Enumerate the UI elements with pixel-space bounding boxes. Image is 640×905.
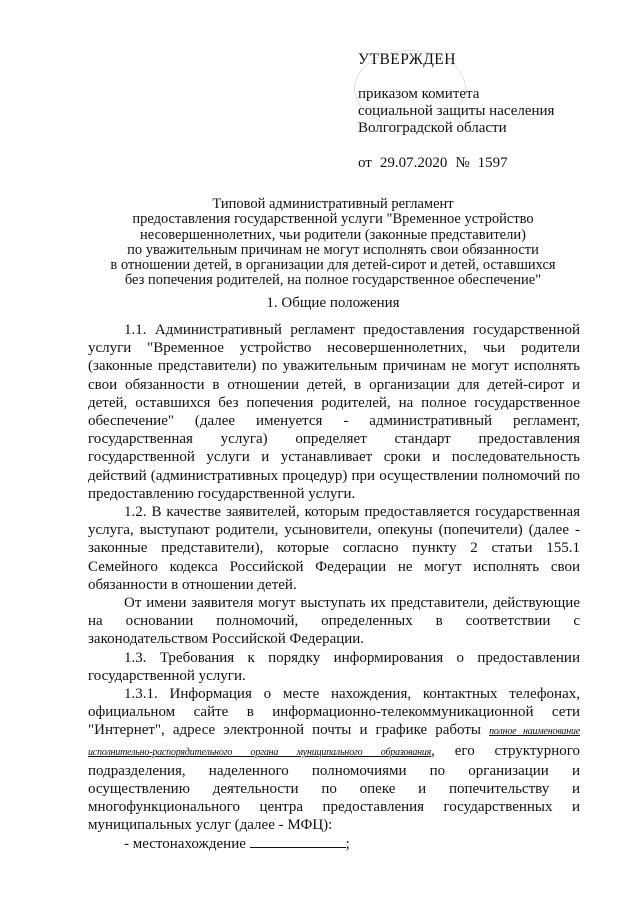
location-end: ;	[345, 835, 350, 852]
paragraph-representatives: От имени заявителя могут выступать их представители, действующие на основании полномочий, определенных в соответствии с законодательством Российской Федерации.	[88, 595, 580, 648]
paragraph-1-3-1-start: 1.3.1. Информация о месте нахождения, контактных телефонах, официальном сайте в информационно-телекоммуникационной сети "Интернет", адресе электронной почты и графике работы	[88, 686, 580, 739]
title-line-2: предоставления государственной услуги "Временное устройство	[132, 211, 534, 228]
title-line-6: без попечения родителей, на полное государственное обеспечение"	[124, 272, 542, 289]
approval-line-2: социальной защиты населения	[358, 103, 555, 119]
approval-line-1: приказом комитета	[358, 86, 480, 102]
approval-block	[358, 51, 618, 172]
approval-order	[358, 155, 618, 172]
title-line-5: в отношении детей, в организации для детей-сирот и детей, оставшихся	[110, 257, 556, 274]
title-line-3: несовершеннолетних, чьи родители (законные представители)	[140, 226, 526, 243]
order-number: 1597	[477, 155, 508, 171]
title-line-4: по уважительным причинам не могут исполнять свои обязанности	[127, 241, 539, 258]
order-number-label: №	[455, 155, 470, 171]
paragraph-1-3: 1.3. Требования к порядку информирования о предоставлении государственной услуги.	[88, 649, 580, 684]
paragraph-1-3-1-end: , его структурного подразделения, наделенного полномочиями по организации и осуществлению деятельности по опеке и попечительству и многофункционального центра предоставления государственных и муниципальных услуг (далее - МФЦ):	[88, 742, 581, 834]
approval-line-3: Волгоградской области	[358, 120, 507, 136]
paragraph-1-2: 1.2. В качестве заявителей, которым предоставляется государственная услуга, выступают родители, усыновители, опекуны (попечители) (далее - законные представители), которые согласно пункту 2 статьи 155.1 Семейного кодекса Российской Федерации не могут исполнять свои обязанности в отношении детей.	[88, 504, 580, 593]
paragraph-1-1: 1.1. Административный регламент предоставления государственной услуги "Временное устройство несовершеннолетних, чьи родители (законные представители) по уважительным причинам не могут исполнять свои обязанности в отношении детей, в организации для детей-сирот и детей, оставшихся без попечения родителей, на полное государственное обеспечение" (далее именуется - административный регламент, государственная услуга) определяет стандарт предоставления государственной услуги и устанавливает сроки и последовательность действий (административных процедур) при осуществлении полномочий по предоставлению государственной услуги.	[88, 322, 580, 502]
approval-org	[358, 86, 618, 137]
location-label: - местонахождение	[124, 835, 246, 852]
title-line-1: Типовой административный регламент	[212, 196, 454, 212]
document-body	[88, 321, 580, 853]
order-date: 29.07.2020	[379, 155, 448, 171]
section-heading: 1. Общие положения	[266, 295, 400, 311]
handwritten-organ-name: полное наименование исполнительно-распорядительного органа муниципального образования	[88, 726, 581, 758]
paragraph-1-3-1	[88, 685, 580, 835]
order-prefix: от	[358, 155, 372, 171]
location-blank-field	[250, 835, 346, 848]
approval-heading: УТВЕРЖДЕН	[358, 51, 456, 68]
document-title	[88, 197, 578, 289]
location-line	[88, 835, 580, 853]
